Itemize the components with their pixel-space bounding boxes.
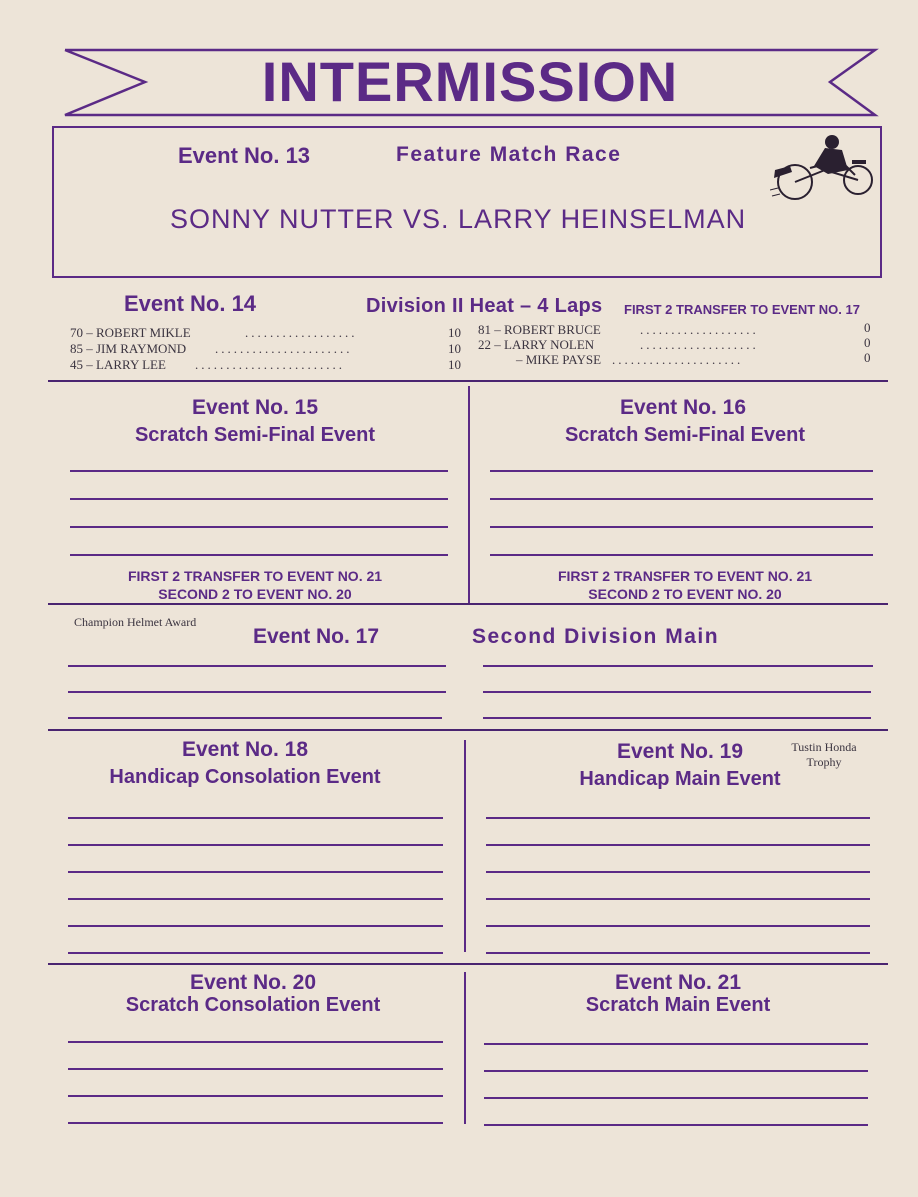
leader-dots: ........................ [195, 357, 345, 372]
event-16-transfer-second: SECOND 2 TO EVENT NO. 20 [588, 586, 782, 602]
result-line [68, 871, 443, 873]
speedway-rider-icon [770, 130, 880, 205]
rider-points: 10 [448, 325, 461, 340]
section-divider [48, 380, 888, 382]
leader-dots: ..................... [612, 352, 744, 367]
event-16-transfer-first: FIRST 2 TRANSFER TO EVENT NO. 21 [557, 568, 813, 584]
result-line [70, 554, 448, 556]
rider-row [478, 337, 594, 353]
event-14-subtitle: Division II Heat – 4 Laps [366, 295, 603, 317]
result-line [484, 1070, 868, 1072]
rider-entry: 70 – ROBERT MIKLE [70, 325, 191, 340]
result-line [68, 1122, 443, 1124]
event-16-label: Event No. 16 [619, 396, 747, 419]
result-line [68, 665, 446, 667]
section-divider [48, 603, 888, 605]
event-13-matchup: SONNY NUTTER VS. LARRY HEINSELMAN [170, 204, 747, 234]
result-line [68, 925, 443, 927]
event-14-label: Event No. 14 [124, 291, 257, 316]
trophy-line: Trophy [806, 755, 842, 769]
leader-dots: ................... [640, 337, 759, 352]
page-title: INTERMISSION [261, 50, 679, 113]
event-19-subtitle: Handicap Main Event [579, 768, 781, 790]
result-line [68, 952, 443, 954]
result-line [68, 1068, 443, 1070]
result-line [483, 717, 871, 719]
column-divider [468, 386, 470, 604]
rider-row [516, 352, 601, 368]
event-18-subtitle: Handicap Consolation Event [109, 766, 381, 788]
result-line [490, 526, 873, 528]
rider-entry: 22 – LARRY NOLEN [478, 337, 595, 352]
leader-dots: ................... [640, 322, 759, 337]
event-18-label: Event No. 18 [181, 738, 309, 761]
rider-row [478, 322, 601, 338]
rider-row [70, 341, 186, 357]
event-17-award: Champion Helmet Award [74, 615, 197, 629]
event-13-subtitle: Feature Match Race [396, 143, 622, 166]
event-17-label: Event No. 17 [253, 625, 380, 648]
event-14-transfer: FIRST 2 TRANSFER TO EVENT NO. 17 [624, 302, 860, 317]
event-17-subtitle: Second Division Main [472, 625, 720, 648]
result-line [486, 844, 870, 846]
rider-points: 10 [448, 357, 461, 372]
event-20-label: Event No. 20 [189, 971, 317, 994]
rider-entry: 45 – LARRY LEE [70, 357, 166, 372]
result-line [70, 526, 448, 528]
event-19-label: Event No. 19 [616, 740, 744, 763]
result-line [70, 470, 448, 472]
result-line [490, 554, 873, 556]
result-line [484, 1043, 868, 1045]
result-line [484, 1097, 868, 1099]
result-line [490, 470, 873, 472]
event-15-subtitle: Scratch Semi-Final Event [134, 424, 376, 446]
result-line [68, 717, 442, 719]
rider-entry: 85 – JIM RAYMOND [70, 341, 187, 356]
rider-row [70, 357, 166, 373]
event-15-label: Event No. 15 [191, 396, 319, 419]
rider-points: 0 [864, 320, 871, 335]
event-21-label: Event No. 21 [614, 971, 742, 994]
rider-entry: 81 – ROBERT BRUCE [478, 322, 601, 337]
leader-dots: .................. [245, 325, 358, 340]
event-16-subtitle: Scratch Semi-Final Event [564, 424, 806, 446]
result-line [486, 898, 870, 900]
result-line [486, 817, 870, 819]
column-divider [464, 972, 466, 1124]
rider-entry: – MIKE PAYSE [516, 352, 602, 367]
rider-row [70, 325, 191, 341]
trophy-line: Tustin Honda [791, 740, 857, 754]
event-13-label: Event No. 13 [178, 143, 311, 168]
section-divider [48, 729, 888, 731]
result-line [486, 871, 870, 873]
result-line [68, 817, 443, 819]
event-19-trophy [778, 740, 870, 770]
result-line [68, 1041, 443, 1043]
result-line [483, 691, 871, 693]
result-line [68, 1095, 443, 1097]
event-21-subtitle: Scratch Main Event [585, 994, 771, 1016]
result-line [484, 1124, 868, 1126]
result-line [486, 925, 870, 927]
leader-dots: ...................... [215, 341, 353, 356]
column-divider [464, 740, 466, 952]
rider-points: 0 [864, 335, 871, 350]
section-divider [48, 963, 888, 965]
result-line [68, 691, 446, 693]
result-line [486, 952, 870, 954]
result-line [70, 498, 448, 500]
result-line [68, 844, 443, 846]
event-15-transfer-first: FIRST 2 TRANSFER TO EVENT NO. 21 [127, 568, 383, 584]
event-20-subtitle: Scratch Consolation Event [125, 994, 381, 1016]
result-line [68, 898, 443, 900]
event-15-transfer-second: SECOND 2 TO EVENT NO. 20 [158, 586, 352, 602]
result-line [483, 665, 873, 667]
result-line [490, 498, 873, 500]
rider-points: 10 [448, 341, 461, 356]
rider-points: 0 [864, 350, 871, 365]
